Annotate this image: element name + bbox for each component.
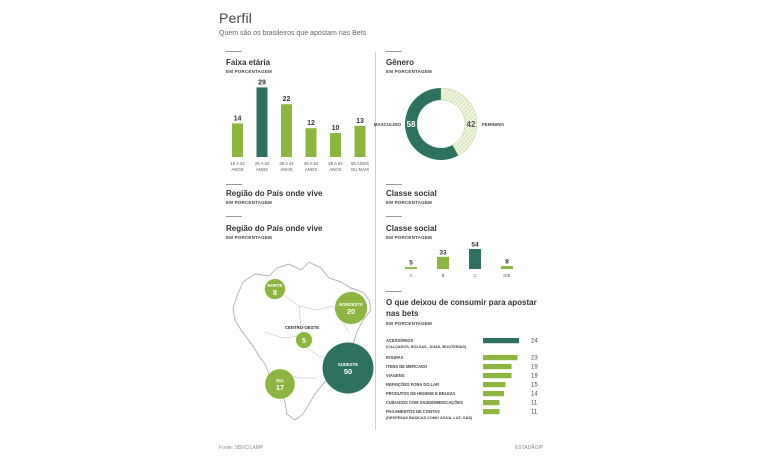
class-category-label: C: [473, 273, 477, 278]
region-panel-title-1: Região do País onde vive: [226, 189, 323, 198]
age-category-label: ANOS: [304, 167, 318, 172]
age-panel-title: Faixa etária: [226, 58, 271, 67]
consumption-value-label: 23: [531, 355, 538, 362]
class-value-label: 33: [439, 249, 447, 257]
age-bar: [306, 128, 317, 157]
consumption-value-label: 11: [531, 400, 538, 407]
age-category-label: 25 A 34: [254, 161, 270, 166]
consumption-bar: [483, 400, 500, 405]
age-value-label: 14: [233, 115, 242, 123]
gender-value-feminino: 42: [466, 120, 476, 129]
class-panel-unit-1: EM PORCENTAGEM: [386, 200, 432, 205]
region-value-label: 5: [302, 338, 306, 345]
consumption-category-label: ITENS DE MERCADO: [386, 364, 428, 369]
age-bar: [355, 126, 366, 157]
gender-value-masculino: 58: [406, 120, 416, 129]
section-rule: [386, 51, 402, 52]
consumption-value-label: 15: [531, 382, 538, 389]
class-category-label: D/E: [503, 273, 511, 278]
consumption-category-label: (DESPESAS BÁSICAS COMO ÁGUA, LUZ, GÁS): [386, 416, 473, 420]
consumption-panel-title-line1: O que deixou de consumir para apostar: [386, 298, 537, 307]
age-category-label: ANOS: [255, 167, 269, 172]
consumption-category-label: REFEIÇÕES FORA DO LAR: [386, 382, 440, 387]
class-category-label: B: [441, 273, 445, 278]
region-value-label: 17: [275, 383, 285, 392]
age-category-label: 55 A 64: [328, 161, 343, 166]
consumption-bar: [483, 355, 518, 360]
age-category-label: OU MAIS: [350, 167, 370, 172]
credit-note: ESTADÃO/P: [515, 445, 544, 451]
consumption-category-label: ROUPAS: [386, 355, 404, 360]
gender-donut-chart: [373, 78, 550, 178]
region-panel-unit-2: EM PORCENTAGEM: [226, 235, 272, 240]
age-bar: [281, 104, 292, 157]
region-bubble-map: [225, 248, 375, 433]
consumption-category-label: ACESSÓRIOS: [386, 338, 414, 343]
age-category-label: 45 A 54: [303, 161, 319, 166]
region-name-label: SUDESTE: [337, 362, 359, 367]
age-bar-chart: [215, 75, 375, 185]
consumption-value-label: 24: [531, 338, 538, 345]
consumption-bar: [483, 382, 506, 387]
age-category-label: ANOS: [231, 167, 244, 172]
region-name-label: SUL: [275, 378, 285, 383]
class-value-label: 8: [505, 258, 509, 266]
age-category-label: 18 A 24: [230, 161, 245, 166]
page-subtitle: Quem são os brasileiros que apostam nas Bets: [219, 30, 367, 37]
age-category-label: 65 ANOS: [351, 161, 369, 166]
section-rule: [226, 51, 242, 52]
class-panel-title-1: Classe social: [386, 189, 437, 198]
consumption-category-label: PAGAMENTOS DE CONTAS: [386, 409, 440, 414]
age-value-label: 10: [331, 125, 340, 132]
region-value-label: 50: [343, 367, 353, 376]
section-rule: [226, 184, 242, 185]
age-bar: [232, 123, 243, 157]
age-category-label: ANOS: [280, 167, 293, 172]
consumption-category-label: (CALÇADOS, BOLSAS, JOIAS, BIJUTERIAS): [386, 345, 467, 349]
age-value-label: 29: [258, 79, 266, 87]
region-value-label: 8: [272, 288, 278, 297]
consumption-value-label: 19: [531, 364, 538, 371]
class-bar: [405, 267, 417, 269]
region-panel-unit-1: EM PORCENTAGEM: [226, 200, 272, 205]
consumption-value-label: 14: [531, 391, 538, 398]
age-category-label: 35 A 44: [279, 161, 294, 166]
page-title: Perfil: [219, 10, 253, 26]
class-bar: [437, 257, 449, 269]
consumption-bar: [483, 373, 512, 378]
age-value-label: 13: [356, 117, 364, 125]
consumption-bar: [483, 409, 500, 414]
consumption-category-label: CUIDADOS COM SAÚDE/MEDICAÇÕES: [386, 400, 463, 405]
consumption-bar: [483, 338, 519, 343]
class-bar: [501, 266, 513, 269]
class-category-label: A: [409, 273, 413, 278]
region-panel-title-2: Região do País onde vive: [226, 224, 323, 233]
gender-panel-title: Gênero: [386, 58, 415, 67]
gender-panel-unit: EM PORCENTAGEM: [386, 69, 432, 74]
section-rule: [386, 291, 402, 292]
source-note: Fonte: SBVC/LAMP: [219, 445, 264, 451]
consumption-bar: [483, 391, 504, 396]
consumption-category-label: PRODUTOS DE HIGIENE E BELEZA: [386, 391, 456, 396]
age-value-label: 22: [282, 96, 291, 104]
class-panel-title-2: Classe social: [386, 224, 437, 233]
consumption-bar: [483, 364, 512, 369]
class-value-label: 5: [409, 259, 413, 267]
region-name-label: NORDESTE: [339, 302, 363, 307]
consumption-panel-title-line2: nas bets: [386, 309, 419, 318]
consumption-bar-chart: [384, 330, 544, 430]
consumption-category-label: VIAGENS: [386, 373, 405, 378]
region-value-label: 20: [346, 307, 356, 316]
class-bar: [469, 249, 481, 269]
class-value-label: 54: [471, 241, 479, 249]
gender-label-feminino: FEMININO: [482, 122, 504, 127]
section-rule: [226, 216, 242, 217]
region-name-label: CENTRO-OESTE: [284, 324, 320, 330]
consumption-value-label: 11: [531, 409, 538, 416]
column-divider: [375, 52, 376, 430]
section-rule: [386, 216, 402, 217]
class-bar-chart: [395, 240, 530, 285]
consumption-value-label: 19: [531, 373, 538, 380]
age-bar: [330, 133, 341, 157]
age-bar: [257, 87, 268, 157]
age-value-label: 12: [307, 120, 315, 128]
consumption-panel-unit: EM PORCENTAGEM: [386, 321, 432, 326]
age-panel-unit: EM PORCENTAGEM: [226, 69, 272, 74]
gender-label-masculino: MASCULINO: [373, 122, 401, 127]
section-rule: [386, 184, 402, 185]
age-category-label: ANOS: [329, 167, 342, 172]
region-name-label: NORTE: [267, 283, 283, 288]
class-panel-unit-2: EM PORCENTAGEM: [386, 235, 432, 240]
